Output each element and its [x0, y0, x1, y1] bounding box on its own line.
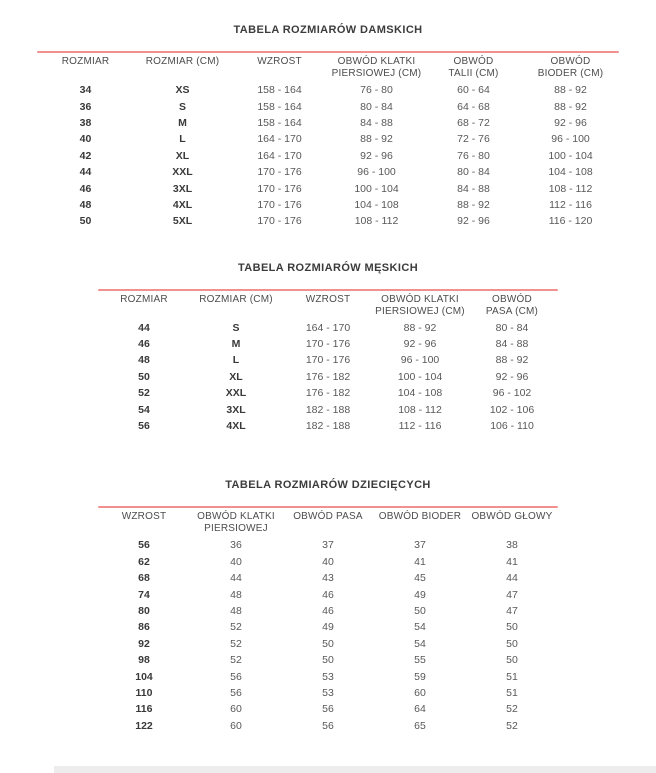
- table-cell: 170 - 176: [257, 166, 302, 179]
- table-cell: 170 - 176: [305, 338, 351, 351]
- table-cell: 92 - 96: [495, 370, 529, 383]
- women-size-table: [37, 56, 619, 230]
- table-cell: 88 - 92: [554, 84, 587, 97]
- children-table-title: TABELA ROZMIARÓW DZIECIĘCYCH: [225, 479, 431, 492]
- table-cell: 96 - 100: [357, 166, 396, 179]
- table-cell: 44: [230, 572, 242, 585]
- table-cell: 52: [230, 637, 242, 650]
- table-cell: 92 - 96: [403, 338, 437, 351]
- table-cell: 88 - 92: [403, 321, 437, 334]
- table-cell: 4XL: [226, 420, 246, 433]
- table-cell: 88 - 92: [554, 100, 587, 113]
- table-row: [37, 180, 619, 196]
- table-cell: L: [232, 354, 240, 367]
- table-row: [98, 418, 558, 434]
- table-cell: 34: [79, 84, 92, 97]
- children-size-table: [98, 511, 558, 734]
- table-cell: 84 - 88: [457, 182, 490, 195]
- table-cell: M: [178, 116, 187, 129]
- table-cell: 3XL: [226, 403, 246, 416]
- table-row: [37, 98, 619, 114]
- table-cell: 104 - 108: [548, 166, 593, 179]
- table-cell: 72 - 76: [457, 133, 490, 146]
- table-cell: 158 - 164: [257, 116, 302, 129]
- table-cell: 36: [230, 539, 242, 552]
- table-cell: 50: [322, 637, 334, 650]
- table-cell: 52: [138, 387, 150, 400]
- table-cell: 40: [79, 133, 92, 146]
- table-row: [98, 336, 558, 352]
- table-cell: 52: [230, 621, 242, 634]
- table-cell: 48: [79, 198, 92, 211]
- table-cell: 176 - 182: [305, 387, 351, 400]
- table-cell: 40: [322, 555, 334, 568]
- table-cell: 59: [414, 670, 426, 683]
- column-header: OBWÓD BIODER (CM): [537, 56, 604, 79]
- table-row: [37, 164, 619, 180]
- header-row: [98, 294, 558, 320]
- table-cell: 96 - 102: [492, 387, 532, 400]
- table-cell: 116: [135, 703, 153, 716]
- table-cell: 96 - 100: [400, 354, 440, 367]
- table-cell: 60 - 64: [457, 84, 490, 97]
- table-cell: 5XL: [172, 215, 193, 228]
- table-cell: 50: [138, 370, 150, 383]
- table-cell: 46: [138, 338, 150, 351]
- table-row: [37, 82, 619, 98]
- table-cell: 76 - 80: [457, 149, 490, 162]
- table-row: [98, 652, 558, 668]
- table-cell: S: [178, 100, 186, 113]
- table-cell: 80 - 84: [495, 321, 529, 334]
- table-cell: 68 - 72: [457, 116, 490, 129]
- table-row: [98, 320, 558, 336]
- children-size-table-section: [0, 478, 656, 734]
- table-cell: 50: [506, 621, 518, 634]
- women-size-table-section: [0, 23, 656, 230]
- table-cell: 45: [414, 572, 426, 585]
- table-cell: 170 - 176: [257, 215, 302, 228]
- table-cell: 50: [414, 605, 426, 617]
- table-cell: 54: [414, 621, 426, 634]
- table-cell: 62: [138, 555, 150, 568]
- table-row: [98, 401, 558, 417]
- table-row: [98, 554, 558, 570]
- table-cell: XL: [229, 370, 243, 383]
- table-row: [98, 570, 558, 586]
- table-cell: 110: [135, 686, 153, 699]
- children-table-divider-line: [98, 506, 558, 508]
- table-cell: 102 - 106: [489, 403, 535, 416]
- table-row: [37, 131, 619, 147]
- column-header: ROZMIAR (CM): [145, 56, 220, 67]
- table-cell: 65: [414, 719, 426, 732]
- table-cell: 84 - 88: [495, 338, 529, 351]
- table-row: [98, 701, 558, 717]
- table-cell: XS: [175, 84, 190, 97]
- table-cell: 92 - 96: [554, 116, 587, 129]
- column-header: OBWÓD KLATKI PIERSIOWEJ (CM): [331, 56, 422, 79]
- table-cell: 74: [138, 588, 150, 601]
- table-cell: 108 - 112: [398, 403, 442, 416]
- table-cell: 84 - 88: [360, 116, 393, 129]
- column-header: OBWÓD KLATKI PIERSIOWEJ (CM): [375, 293, 465, 317]
- table-cell: 44: [79, 166, 92, 179]
- table-cell: 50: [79, 215, 92, 228]
- table-cell: 164 - 170: [257, 133, 302, 146]
- bottom-next-section-strip: [54, 766, 656, 773]
- table-cell: 108 - 112: [354, 215, 399, 228]
- men-table-divider-line: [98, 289, 558, 291]
- table-cell: 54: [414, 637, 426, 650]
- table-cell: 92: [138, 637, 150, 650]
- table-cell: 37: [322, 539, 334, 552]
- table-cell: 92 - 96: [457, 215, 490, 228]
- men-size-table-section: [0, 261, 656, 435]
- table-cell: S: [232, 321, 240, 334]
- header-row: [37, 56, 619, 82]
- table-row: [98, 685, 558, 701]
- table-cell: 41: [506, 555, 518, 568]
- table-cell: 56: [322, 719, 334, 732]
- table-row: [37, 148, 619, 164]
- table-cell: XXL: [225, 387, 247, 400]
- table-cell: L: [179, 133, 186, 146]
- table-cell: 122: [135, 719, 153, 732]
- table-row: [98, 718, 558, 734]
- table-cell: 48: [230, 605, 242, 617]
- table-cell: 104: [135, 670, 153, 683]
- table-cell: 92 - 96: [360, 149, 393, 162]
- table-cell: 98: [138, 654, 150, 667]
- table-row: [98, 352, 558, 368]
- table-cell: 88 - 92: [360, 133, 393, 146]
- table-cell: 100 - 104: [354, 182, 399, 195]
- table-cell: 40: [230, 555, 242, 568]
- column-header: OBWÓD GŁOWY: [471, 511, 553, 523]
- column-header: OBWÓD PASA: [293, 511, 363, 523]
- table-cell: 3XL: [172, 182, 193, 195]
- table-cell: 104 - 108: [397, 387, 443, 400]
- table-cell: 50: [322, 654, 334, 667]
- table-cell: 44: [138, 321, 150, 334]
- table-row: [37, 115, 619, 131]
- column-header: ROZMIAR: [61, 56, 110, 67]
- column-header: OBWÓD PASA (CM): [485, 293, 539, 317]
- table-cell: M: [231, 338, 241, 351]
- table-cell: 108 - 112: [548, 182, 593, 195]
- table-row: [37, 197, 619, 213]
- table-cell: 182 - 188: [305, 403, 351, 416]
- table-cell: 60: [230, 719, 242, 732]
- table-cell: 170 - 176: [257, 182, 302, 195]
- table-cell: XXL: [172, 166, 193, 179]
- table-cell: 48: [230, 588, 242, 601]
- table-cell: 42: [79, 149, 92, 162]
- table-row: [98, 537, 558, 553]
- table-cell: 158 - 164: [257, 84, 302, 97]
- column-header: ROZMIAR (CM): [199, 293, 273, 305]
- table-cell: 36: [79, 100, 92, 113]
- table-cell: 80 - 84: [457, 166, 490, 179]
- table-cell: 80 - 84: [360, 100, 393, 113]
- table-cell: 47: [506, 605, 518, 617]
- men-table-title: TABELA ROZMIARÓW MĘSKICH: [237, 261, 419, 274]
- women-table-divider-line: [37, 51, 619, 53]
- table-row: [98, 619, 558, 635]
- men-size-table: [98, 294, 558, 435]
- table-cell: XL: [175, 149, 190, 162]
- table-cell: 51: [506, 686, 518, 699]
- table-row: [98, 603, 558, 619]
- table-cell: 56: [322, 703, 334, 716]
- table-cell: 104 - 108: [354, 198, 399, 211]
- table-cell: 56: [230, 670, 242, 683]
- column-header: OBWÓD KLATKI PIERSIOWEJ: [197, 511, 275, 535]
- table-row: [98, 369, 558, 385]
- table-cell: 53: [322, 670, 334, 683]
- table-cell: 88 - 92: [457, 198, 490, 211]
- column-header: OBWÓD BIODER: [378, 511, 462, 523]
- table-cell: 50: [506, 637, 518, 650]
- table-cell: 53: [322, 686, 334, 699]
- table-cell: 37: [414, 539, 426, 552]
- table-cell: 49: [414, 588, 426, 601]
- table-cell: 56: [230, 686, 242, 699]
- table-cell: 68: [138, 572, 150, 585]
- column-header: OBWÓD TALII (CM): [448, 56, 499, 79]
- table-cell: 49: [322, 621, 334, 634]
- table-cell: 86: [138, 621, 150, 634]
- table-cell: 164 - 170: [305, 321, 351, 334]
- table-cell: 47: [506, 588, 518, 601]
- table-cell: 38: [79, 116, 92, 129]
- table-cell: 51: [506, 670, 518, 683]
- table-cell: 164 - 170: [257, 149, 302, 162]
- table-cell: 55: [414, 654, 426, 667]
- table-cell: 46: [322, 588, 334, 601]
- table-row: [98, 668, 558, 684]
- table-cell: 38: [506, 539, 518, 552]
- table-cell: 64 - 68: [457, 100, 490, 113]
- table-cell: 60: [414, 686, 426, 699]
- table-cell: 54: [138, 403, 150, 416]
- table-cell: 4XL: [172, 198, 193, 211]
- table-cell: 52: [506, 703, 518, 716]
- table-cell: 96 - 100: [551, 133, 590, 146]
- table-cell: 170 - 176: [257, 198, 302, 211]
- table-cell: 60: [230, 703, 242, 716]
- table-row: [98, 586, 558, 602]
- table-row: [98, 385, 558, 401]
- table-cell: 56: [138, 420, 150, 433]
- table-cell: 43: [322, 572, 334, 585]
- table-cell: 112 - 116: [398, 420, 442, 433]
- table-cell: 100 - 104: [548, 149, 593, 162]
- table-cell: 41: [414, 555, 426, 568]
- table-cell: 52: [230, 654, 242, 667]
- table-cell: 182 - 188: [305, 420, 351, 433]
- table-cell: 46: [322, 605, 334, 617]
- table-cell: 158 - 164: [257, 100, 302, 113]
- column-header: ROZMIAR: [120, 293, 168, 305]
- column-header: WZROST: [257, 56, 302, 67]
- table-cell: 176 - 182: [305, 370, 351, 383]
- table-cell: 56: [138, 539, 150, 552]
- table-cell: 112 - 116: [549, 198, 592, 211]
- header-row: [98, 511, 558, 537]
- table-cell: 46: [79, 182, 92, 195]
- table-cell: 52: [506, 719, 518, 732]
- table-cell: 76 - 80: [360, 84, 393, 97]
- table-cell: 88 - 92: [495, 354, 529, 367]
- table-row: [98, 636, 558, 652]
- women-table-title: TABELA ROZMIARÓW DAMSKICH: [233, 24, 423, 36]
- table-cell: 48: [138, 354, 150, 367]
- table-cell: 106 - 110: [490, 420, 534, 433]
- table-cell: 80: [138, 605, 150, 617]
- column-header: WZROST: [121, 511, 167, 523]
- table-cell: 64: [414, 703, 426, 716]
- table-row: [37, 213, 619, 229]
- table-cell: 170 - 176: [305, 354, 351, 367]
- column-header: WZROST: [305, 293, 351, 305]
- table-cell: 50: [506, 654, 518, 667]
- table-cell: 44: [506, 572, 518, 585]
- table-cell: 100 - 104: [397, 370, 443, 383]
- table-cell: 116 - 120: [548, 215, 593, 228]
